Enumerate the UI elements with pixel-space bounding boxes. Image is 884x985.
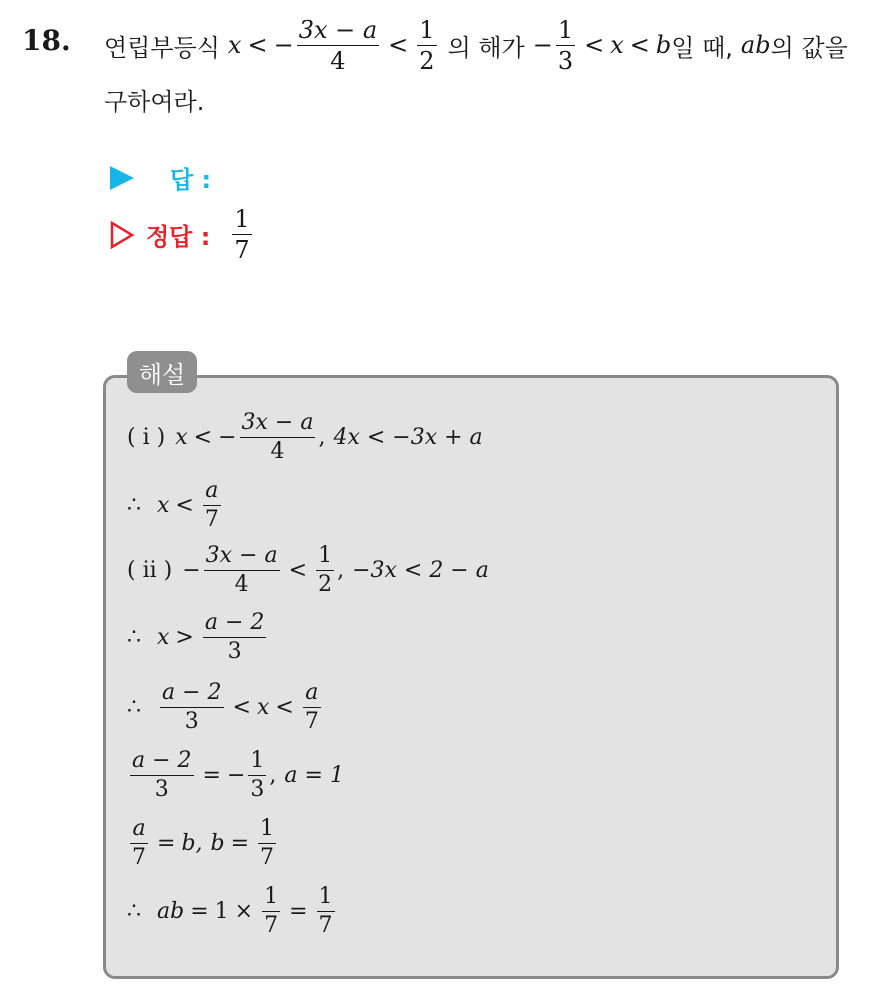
less-than: < [629, 31, 650, 59]
fraction: $\frac{a - 2}{3}$ [162, 680, 222, 734]
var-b: b, [181, 831, 203, 856]
less-than: < [388, 31, 409, 59]
less-than: < [247, 31, 268, 59]
greater-than: > [175, 625, 194, 650]
fraction: $\frac{a}{7}$ [132, 816, 146, 870]
equals: = [230, 831, 250, 856]
number-one: 1 [214, 899, 229, 924]
filled-play-icon [110, 166, 134, 190]
therefore-symbol: ∴ [127, 695, 141, 720]
solution-step-7 [127, 818, 279, 869]
question-mid-text: 의 해가 [447, 33, 525, 62]
fraction: $\frac{a}{7}$ [304, 680, 319, 734]
fraction: $\frac{a}{7}$ [204, 478, 219, 532]
step-expression: a = 1 [284, 763, 344, 788]
fraction: $\frac{a - 2}{3}$ [132, 748, 192, 802]
equals: = [190, 899, 209, 924]
less-than: < [175, 493, 194, 518]
minus-sign: − [273, 31, 294, 59]
comma: , [269, 763, 277, 788]
var-x: x [256, 695, 270, 720]
fraction: $\frac{a - 2}{3}$ [204, 610, 265, 664]
fraction: $\frac{1}{7}$ [318, 884, 333, 938]
solution-step-2 [127, 480, 224, 531]
solution-step-6 [127, 750, 344, 801]
comma: , [337, 558, 345, 583]
question-line-1 [104, 10, 848, 80]
fraction: $\frac{1}{7}$ [260, 816, 275, 870]
therefore-symbol: ∴ [127, 625, 141, 650]
correct-answer-value: $\frac{1}{7}$ [234, 205, 250, 264]
var-x: x [157, 493, 170, 518]
correct-answer-row [110, 207, 255, 262]
solution-step-3 [127, 545, 489, 596]
answer-label: 답 : [170, 166, 212, 194]
question-intro: 연립부등식 [104, 33, 220, 62]
question-number: 18. [22, 24, 71, 57]
fraction: $\frac{1}{2}$ [318, 543, 333, 597]
equals: = [289, 899, 308, 924]
fraction: $\frac{1}{3}$ [250, 748, 265, 802]
var-ab: ab [157, 899, 185, 924]
less-than: < [193, 425, 213, 450]
outline-play-icon [110, 220, 134, 250]
solution-step-5 [127, 682, 324, 733]
solution-step-1 [127, 412, 483, 463]
minus-sign: − [532, 31, 553, 59]
fraction: $\frac{3x - a}{4}$ [205, 543, 278, 597]
fraction-1-over-3: $\frac{1}{3}$ [557, 15, 574, 75]
var-x: x [157, 625, 170, 650]
solution-step-8 [127, 886, 338, 937]
comma: , [318, 425, 326, 450]
step-label: ( i ) [127, 425, 166, 450]
question-line-2: 구하여라. [104, 88, 205, 116]
step-label: ( ii ) [127, 558, 173, 583]
question-tail-text: 일 때, [671, 33, 733, 62]
therefore-symbol: ∴ [127, 899, 141, 924]
var-ab: ab [740, 31, 771, 59]
less-than: < [275, 695, 294, 720]
fraction-1-over-2: $\frac{1}{2}$ [419, 15, 435, 75]
equals: = [202, 763, 221, 788]
step-expression: 4x < −3x + a [333, 425, 483, 450]
therefore-symbol: ∴ [127, 493, 141, 518]
fraction: $\frac{3x - a}{4}$ [241, 410, 314, 464]
minus-sign: − [182, 558, 201, 583]
var-b: b [210, 831, 225, 856]
answer-row [110, 160, 211, 195]
less-than: < [288, 558, 308, 583]
step-expression: −3x < 2 − a [352, 558, 489, 583]
var-x: x [227, 31, 242, 59]
solution-step-4 [127, 612, 269, 663]
var-x: x [610, 31, 624, 59]
fraction: $\frac{1}{7}$ [264, 884, 279, 938]
var-b: b [655, 31, 672, 59]
minus-sign: − [218, 425, 237, 450]
less-than: < [584, 31, 605, 59]
minus-sign: − [226, 763, 246, 788]
times-sign: × [234, 899, 254, 924]
less-than: < [232, 695, 251, 720]
solution-tab: 해설 [127, 351, 197, 393]
question-end-text: 의 값을 [770, 33, 848, 62]
fraction-3x-a-over-4: $\frac{3x - a}{4}$ [298, 15, 378, 75]
equals: = [157, 831, 176, 856]
var-x: x [175, 425, 188, 450]
correct-answer-label: 정답 : [146, 223, 211, 251]
